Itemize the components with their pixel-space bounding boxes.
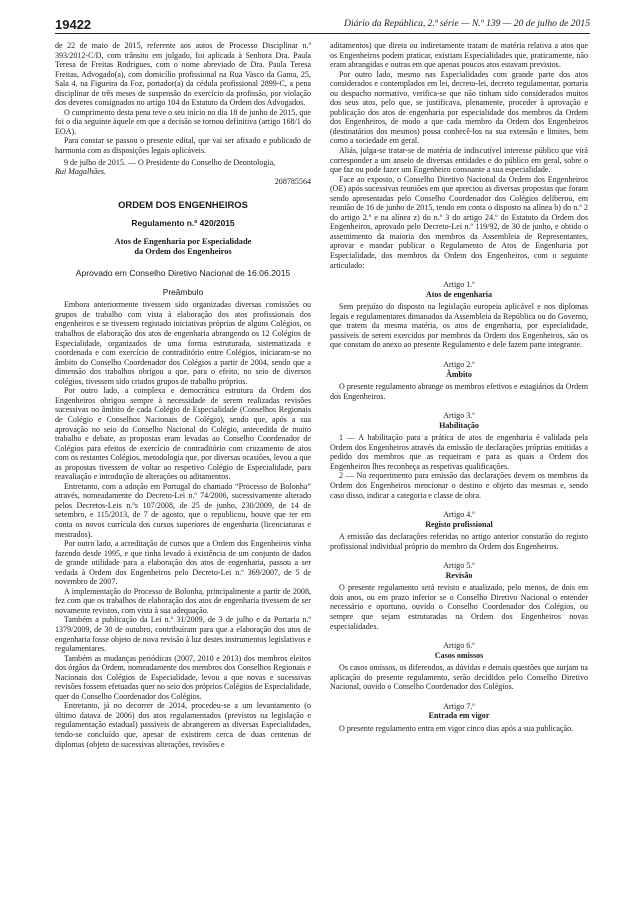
preamble-paragraph: Entretanto, já no decorrer de 2014, procedeu-se a um levantamento (o último datava de 2006) dos atos regulamentados (previstos na legislação e regulamentação estadual) passíveis de abrangerem as diversas Especialidades, tendo-se concluído que, apesar de existirem cerca de duas centenas de diplomas (objeto de sucessivas alterações, revisões e bbox=[55, 701, 311, 749]
page-number: 19422 bbox=[55, 17, 92, 32]
article-title: Atos de engenharia bbox=[425, 289, 493, 299]
preamble-paragraph: Também a publicação da Lei n.º 31/2009, de 3 de julho e da Portaria n.º 1379/2009, de 30 de outubro, contribuíram para que a elaboração dos atos de engenharia fosse objeto de nova revisão à luz destes instrumentos legislativos e regulamentares. bbox=[55, 615, 311, 654]
page-header bbox=[55, 17, 590, 34]
body-paragraph: Por outro lado, mesmo nas Especialidades com grande parte dos atos considerados e contemplados em lei, decreto-lei, decreto regulamentar, portaria ou despacho normativo, verifica-se que não tinham sido considerados muitos dos seus atos, pelo que, se justificava, plenamente, proceder à aprovação e publicação dos atos de engenharia por especialidade dos membros da Ordem dos Engenheiros, de modo a que cada membro da Ordem dos Engenheiros (destinatários dos mesmos) possa conhecê-los na sua extensão e limites, bem como a sociedade em geral. bbox=[330, 69, 588, 146]
article-number: Artigo 1.º bbox=[443, 280, 475, 290]
article-title: Habilitação bbox=[439, 420, 479, 430]
regulation-title-line: da Ordem dos Engenheiros bbox=[134, 247, 232, 257]
article-title: Âmbito bbox=[446, 369, 472, 379]
article-paragraph: Sem prejuízo do disposto na legislação europeia aplicável e nos diplomas legais e regulamentares dimanados da Assembleia da República ou do Governo, que tratem da mesma matéria, os atos de engenharia, por especialidade, passíveis de serem exercidos por membros da Ordem dos Engenheiros, são os que constam do anexo ao presente Regulamento e dele fazem parte integrante. bbox=[330, 302, 588, 350]
regulation-number: Regulamento n.º 420/2015 bbox=[131, 217, 235, 228]
regulation-title-line: Atos de Engenharia por Especialidade bbox=[114, 237, 252, 247]
edital-paragraph: Para constar se passou o presente edital, que vai ser afixado e publicado de harmonia com as disposições legais aplicáveis. bbox=[55, 136, 311, 156]
preamble-paragraph: Por outro lado, a complexa e democrática estrutura da Ordem dos Engenheiros obrigou sempre à necessidade de serem realizadas revisões sucessivas no âmbito de cada Colégio de Especialidade (Conselhos Regionais de Colégio e Conselhos Nacionais de Colégio), sendo que, após a sua aprovação no seio do Conselho Nacional do Colégio, antecedida de muito trabalho e debate, as propostas eram levadas ao Conselho Coordenador de Colégios para efeitos de exercício de contraditório com cruzamento de atos com os restantes Colégios, metodologia que, por diversas ocasiões, levou a que as propostas tivessem de voltar ao respetivo Colégio de Especialidade, para reavaliação e introdução de alterações ou aditamentos. bbox=[55, 386, 311, 482]
article-paragraph: Os casos omissos, os diferendos, as dúvidas e demais questões que surjam na aplicação do presente regulamento, serão decididos pelo Conselho Diretivo Nacional, ouvido o Conselho Coordenador dos Colégios. bbox=[330, 663, 588, 692]
signature-reference: 208785564 bbox=[274, 176, 311, 186]
approval-note: Aprovado em Conselho Diretivo Nacional de 16.06.2015 bbox=[75, 268, 291, 279]
article-paragraph: 2 — No requerimento para emissão das declarações devem os membros da Ordem dos Engenheiros mencionar o destino e objeto das mesmas e, sendo caso disso, indicar a categoria e classe de obra. bbox=[330, 471, 588, 500]
preamble-paragraph: Embora anteriormente tivessem sido organizadas diversas comissões ou grupos de trabalho com vista à elaboração dos atos profissionais dos engenheiros e se tivessem registado iniciativas próprias de alguns Colégios, os trabalhos de elaboração dos atos de engenharia abrangendo os 12 Colégios de Especialidade, organizados de uma forma estruturada, sistematizada e coordenada e com exercício de contraditório entre Colégios, iniciaram-se no âmbito do Conselho Coordenador dos Colégios a partir de 2004, sendo que a dimensão dos trabalhos obrigou a que, para o efeito, no seio de diversos colégios, tivessem sido criados grupos de trabalho próprios. bbox=[55, 300, 311, 386]
signature-date: 9 de julho de 2015. — O Presidente do Conselho de Deontologia, bbox=[64, 157, 276, 167]
article bbox=[330, 411, 588, 500]
body-paragraph: aditamentos) que direta ou indiretamente tratam de matéria relativa a atos que os Engenheiros podem praticar, existiam Especialidades que, praticamente, não eram abrangidas e outras em que apenas poucos atos estavam previstos. bbox=[330, 41, 588, 70]
article-number: Artigo 7.º bbox=[443, 701, 475, 711]
preamble-paragraph: Entretanto, com a adoção em Portugal do chamado “Processo de Bolonha” através, nomeadamente do Decreto-Lei n.º 74/2006, sucessivamente alterado pelos Decretos-Leis n.ºs 107/2008, de 25 de junho, 230/2009, de 14 de setembro, e 115/2013, de 7 de agosto, que o republicou, houve que ter em conta os novos currícula dos cursos superiores de engenharia (licenciaturas e mestrados). bbox=[55, 481, 311, 539]
article-number: Artigo 4.º bbox=[443, 510, 475, 520]
article-number: Artigo 6.º bbox=[443, 641, 475, 651]
article-paragraph: A emissão das declarações referidas no artigo anterior constarão do registo profissional individual próprio do membro da Ordem dos Engenheiros. bbox=[330, 532, 588, 551]
article-number: Artigo 3.º bbox=[443, 411, 475, 421]
article-title: Entrada em vigor bbox=[428, 711, 490, 721]
article-title: Casos omissos bbox=[434, 650, 484, 660]
preamble-paragraph: Também as mudanças periódicas (2007, 2010 e 2013) dos membros eleitos dos órgãos da Ordem, nomeadamente dos membros dos Conselhos Regionais e Nacionais dos Colégios de Especialidade, levou a que novas e sucessivas revisões fossem efetuadas quer no seio dos próprios Colégios de Especialidade, quer do Conselho Coordenador dos Colégios. bbox=[55, 653, 311, 701]
article-title: Revisão bbox=[445, 570, 473, 580]
article bbox=[330, 702, 588, 734]
right-column bbox=[330, 41, 588, 733]
journal-title: Diário da República, 2.ª série — N.º 139 — 20 de julho de 2015 bbox=[344, 18, 590, 29]
edital-paragraph: de 22 de maio de 2015, referente aos autos de Processo Disciplinar n.º 393/2012-C/D, com trânsito em julgado, foi aplicada à Senhora Dra. Paula Teresa de Freitas Rodrigues, com o nome abreviado de Dra. Paula Teresa Freitas, Advogado(a), com domicílio profissional na Rua Vasco da Gama, 25, Sala 4, na Figueira da Foz, portador(a) da cédula profissional 2899-C, a pena disciplinar de três meses de suspensão do exercício da profissão, por violação dos deveres consignados no artigo 104 do Estatuto da Ordem dos Advogados. bbox=[55, 41, 311, 108]
organization-title: ORDEM DOS ENGENHEIROS bbox=[118, 199, 248, 211]
edital-paragraph: O cumprimento desta pena teve o seu início no dia 18 de junho de 2015, que foi o dia seguinte àquele em que a decisão se tornou definitiva (artigo 168/1 do EOA). bbox=[55, 107, 311, 136]
left-column bbox=[55, 41, 311, 749]
article bbox=[330, 280, 588, 350]
preamble-paragraph: Por outro lado, a acreditação de cursos que a Ordem dos Engenheiros vinha fazendo desde 1995, e que tinha levado à existência de um conjunto de dados de grande utilidade para a elaboração dos atos de engenharia, passou a ser vedada à Ordem dos Engenheiros pelo Decreto-Lei n.º 369/2007, de 5 de novembro de 2007. bbox=[55, 539, 311, 587]
preamble-heading: Preâmbulo bbox=[162, 286, 204, 297]
article bbox=[330, 360, 588, 401]
article-paragraph: O presente regulamento entra em vigor cinco dias após a sua publicação. bbox=[339, 723, 574, 733]
regulation-title bbox=[55, 237, 311, 257]
body-paragraph: Face ao exposto, o Conselho Diretivo Nacional da Ordem dos Engenheiros (OE) após sucessivas reuniões em que apreciou as diversas propostas que foram sendo apresentadas pelo Conselho Coordenador dos Colégios deliberou, em reunião de 16 de junho de 2015, tendo em conta o disposto na alínea b) do n.º 2 do artigo 2.º e na alínea z) do n.º 3 do artigo 24.º do Estatuto da Ordem dos Engenheiros, aprovado pelo Decreto-Lei n.º 119/92, de 30 de junho, e obtido o assentimento da maioria dos membros da Assembleia de Representantes, aprovar e mandar publicar o Regulamento de Atos de Engenharia por Especialidade, dos membros da Ordem dos Engenheiros, com o seguinte articulado: bbox=[330, 174, 588, 270]
signature-name: Rui Magalhães. bbox=[55, 167, 106, 177]
body-paragraph: Aliás, julga-se tratar-se de matéria de indiscutível interesse público que virá corresponder a um anseio de diversas entidades e do público em geral, sobre o que faz ou pode fazer um Engenheiro consoante a sua especialidade. bbox=[330, 146, 588, 175]
article bbox=[330, 641, 588, 692]
article bbox=[330, 561, 588, 631]
article-paragraph: O presente regulamento abrange os membros efetivos e estagiários da Ordem dos Engenheiros. bbox=[330, 382, 588, 401]
article-number: Artigo 5.º bbox=[443, 561, 475, 571]
preamble-paragraph: A implementação do Processo de Bolonha, principalmente a partir de 2008, fez com que os trabalhos de elaboração dos atos de engenharia tivessem de ser novamente revistos, com vista à sua adequação. bbox=[55, 586, 311, 615]
article-title: Registo profissional bbox=[425, 519, 493, 529]
article-paragraph: O presente regulamento será revisto e atualizado, pelo menos, de dois em dois anos, ou em prazo inferior se o Conselho Diretivo Nacional o entender necessário e oportuno, ouvido o Conselho Coordenador dos Colégios, ou sempre que sejam estruturadas na Ordem dos Engenheiros novas especialidades. bbox=[330, 583, 588, 631]
article-paragraph: 1 — A habilitação para a prática de atos de engenharia é validada pela Ordem dos Engenheiros através da emissão de declarações próprias emitidas a pedido dos membros que as requeiram e para as quais a Ordem dos Engenheiros lhes reconheça as respetivas qualificações. bbox=[330, 433, 588, 471]
article-number: Artigo 2.º bbox=[443, 359, 475, 369]
article bbox=[330, 510, 588, 551]
signature-line bbox=[55, 158, 311, 177]
